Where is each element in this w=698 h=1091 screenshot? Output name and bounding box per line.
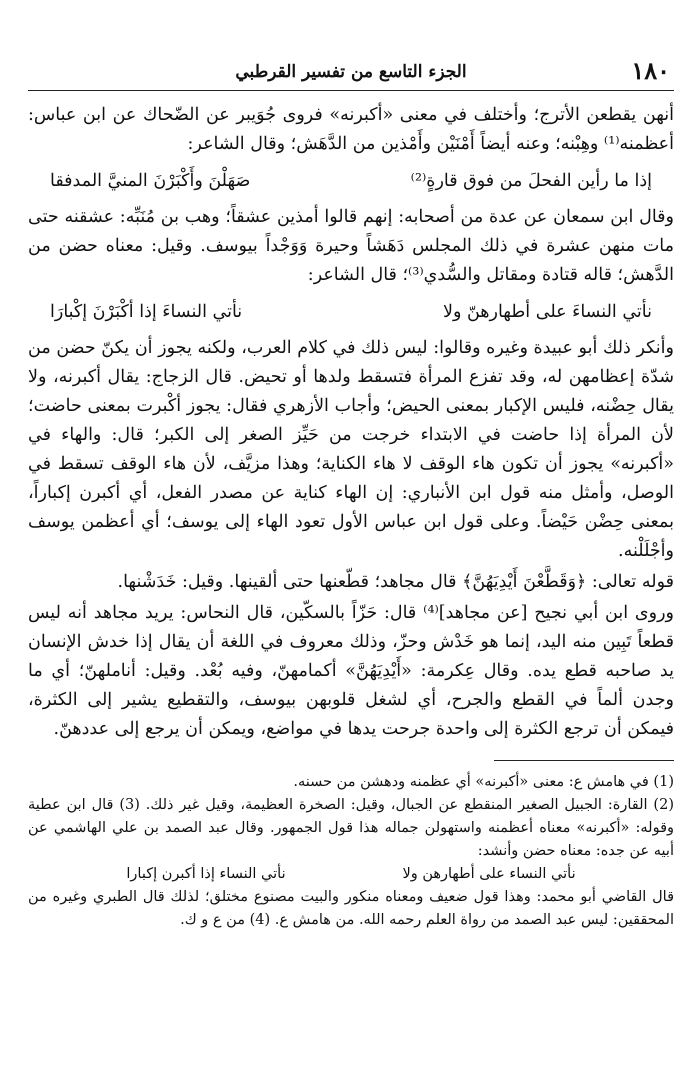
footnote-3-4: قال القاضي أبو محمد: وهذا قول ضعيف ومعناه منكور والبيت مصنوع مختلق؛ لذلك قال الطبري وغيره من المحققين: ليس عبد الصمد من رواة العلم رحمه الله. من هامش ع. (4) من ع و ك. xyxy=(28,889,674,928)
paragraph-2: وقال ابن سمعان عن عدة من أصحابه: إنهم قالوا أمذين عشقاً؛ وهب بن مُنَبِّه: عشقنه حتى مات منهن عشرة في ذلك المجلس دَهَشاً وحيرة وَوَجْداً بيوسف. وقيل: معناه حضن من الدَّهش؛ قاله قتادة ومقاتل والسُّدي⁽³⁾؛ قال الشاعر: xyxy=(28,207,674,285)
page xyxy=(28,56,674,932)
verse-2-second-hemistich: نأتي النساءَ إذا أكْبَرْنَ إكْبارَا xyxy=(50,302,243,322)
footnotes xyxy=(28,771,674,932)
running-title: الجزء التاسع من تفسير القرطبي xyxy=(235,62,467,82)
footnote-2-3: (2) القارة: الجبيل الصغير المنقطع عن الجبال، وقيل: الصخرة العظيمة، وقيل غير ذلك. (3) قال ابن عطية وقوله: «أكبرنه» معناه أعظمنه واستهولن جماله هذا قول الجمهور. وقال عبد الصمد بن علي الهاشمي عن أبيه عن جده: معناه حضن وأنشد: xyxy=(28,797,674,859)
footnote-verse xyxy=(28,863,674,886)
paragraph-1: أنهن يقطعن الأترج؛ وأختلف في معنى «أكبرنه» فروى جُوَيبر عن الضّحاك عن ابن عباس: أعظمنه⁽¹⁾ وهِبْنه؛ وعنه أيضاً أَمْنَيْن وأَمْذين من الدَّهَش؛ وقال الشاعر: xyxy=(28,105,674,154)
main-text xyxy=(28,101,674,744)
paragraph-3: وأنكر ذلك أبو عبيدة وغيره وقالوا: ليس ذلك في كلام العرب، ولكنه يجوز أن يكنّ حضن من شدّة إعظامهن له، وقد تفزع المرأة فتسقط ولدها أو تحيض. قال الزجاج: يقال أكبرنه، ولا يقال حِضْنه، فليس الإكبار بمعنى الحيض؛ وأجاب الأزهري فقال: يجوز أكْبرت بمعنى حاضت؛ لأن المرأة إذا حاضت في الابتداء خرجت من حَيِّز الصغر إلى الكبر؛ قال: والهاء في «أكبرنه» يجوز أن تكون هاء الوقف لا هاء الكناية؛ وهذا مزيَّف، لأن هاء الوقف تسقط في الوصل، وأمثل منه قول ابن الأنباري: إن الهاء كناية عن مصدر الفعل، أي أكبرن إكباراً، بمعنى حِضْن حَيْضاً. وعلى قول ابن عباس الأول تعود الهاء إلى يوسف؛ أي أعظمن يوسف وأجْلَلْنه. xyxy=(28,338,674,561)
footnote-verse-first-hemistich: نأتي النساء على أطهارهن ولا xyxy=(402,866,576,882)
page-header xyxy=(28,56,674,91)
verse-2 xyxy=(28,292,674,334)
verse-1-second-hemistich: صَهَلْنَ وأَكْبَرْنَ المنيَّ المدفقا xyxy=(50,171,251,191)
paragraph-4: قوله تعالى: ﴿وَقَطَّعْنَ أَيْدِيَهُنَّ﴾ قال مجاهد؛ قطّعنها حتى ألقينها. وقيل: خَدَشْنها. xyxy=(117,572,674,592)
verse-2-first-hemistich: نأتي النساءَ على أطهارهنّ ولا xyxy=(442,302,652,322)
verse-1 xyxy=(28,161,674,203)
footnote-verse-second-hemistich: نأتي النساء إذا أكبرن إكبارا xyxy=(126,866,286,882)
footnote-1: (1) في هامش ع: معنى «أكبرنه» أي عظمنه ودهشن من حسنه. xyxy=(293,774,674,790)
verse-1-first-hemistich: إذا ما رأين الفحلَ من فوق قارةٍ⁽²⁾ xyxy=(410,171,652,191)
footnote-separator xyxy=(494,760,674,761)
page-number: ١٨٠ xyxy=(631,56,670,85)
paragraph-5: وروى ابن أبي نجيح [عن مجاهد]⁽⁴⁾ قال: حَزّاً بالسكّين، قال النحاس: يريد مجاهد أنه ليس قطعاً تَبِين منه اليد، إنما هو خَدْش وحزّ، وذلك معروف في اللغة أن يقال إذا خدش الإنسان يد صاحبه قطع يده. وقال عِكرمة: «أَيْدِيَهُنَّ» أكمامهنّ، وفيه بُعْد. وقيل: أناملهنّ؛ أي ما وجدن ألماً في القطع والجرح، أي لشغل قلوبهن بيوسف، والتقطيع يشير إلى الكثرة، فيمكن أن ترجع الكثرة إلى واحدة جرحت يدها في مواضع، ويمكن أن يرجع إلى عددهنّ. xyxy=(28,603,674,739)
